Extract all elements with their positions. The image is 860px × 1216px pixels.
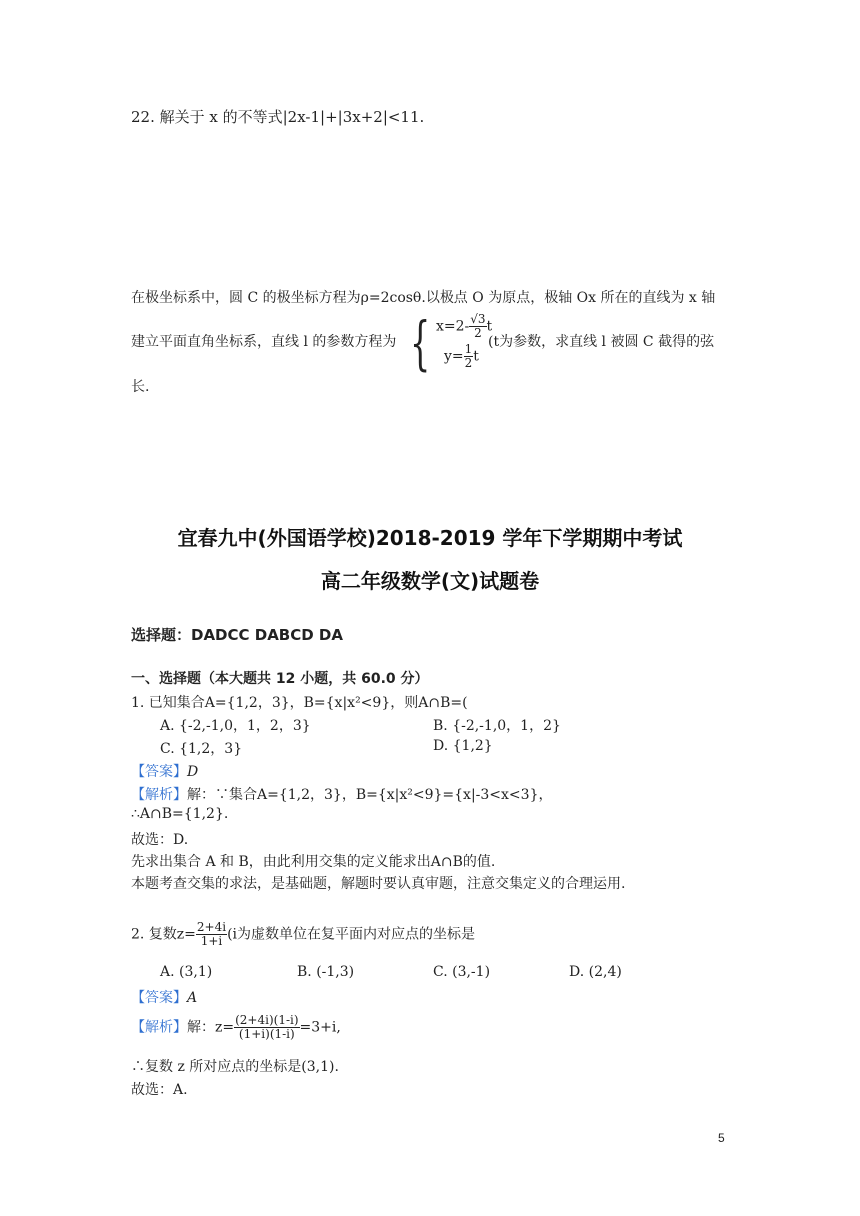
analysis-tag: 【解析】 [131, 1019, 187, 1036]
question-1-analysis-3: 故选：D. [131, 832, 189, 848]
question-2-option-d: D. (2,4) [569, 964, 622, 980]
question-2-analysis-3: 故选：A. [131, 1082, 188, 1098]
exam-subtitle: 高二年级数学(文)试题卷 [320, 569, 540, 593]
section-header: 一、选择题（本大题共 12 小题，共 60.0 分） [131, 671, 429, 687]
question-2-analysis-2: ∴复数 z 所对应点的坐标是(3,1). [131, 1059, 339, 1075]
question-2-option-a: A. (3,1) [160, 964, 213, 980]
parametric-y-equation: y= $\frac{1}{2}$ t [444, 342, 479, 370]
question-1-analysis-5: 本题考查交集的求法，是基础题，解题时要认真审题，注意交集定义的合理运用. [131, 876, 626, 892]
parametric-x-equation: x=2- $\frac{√3}{2}$ t [436, 312, 493, 340]
question-1-stem: 1. 已知集合A={1,2，3}，B={x|x²<9}，则A∩B=( [131, 695, 468, 711]
polar-problem-line3: 长. [131, 379, 150, 395]
exam-title: 宜春九中(外国语学校)2018-2019 学年下学期期中考试 [177, 526, 683, 550]
polar-problem-line2-prefix: 建立平面直角坐标系，直线 l 的参数方程为 [131, 334, 397, 350]
question-1-option-b: B. {-2,-1,0，1，2} [433, 718, 561, 734]
answer-tag: 【答案】 [131, 764, 187, 780]
equation-brace: { [410, 309, 431, 377]
question-2-option-b: B. (-1,3) [297, 964, 355, 980]
choice-answer-key: 选择题：DADCC DABCD DA [131, 626, 343, 644]
analysis-tag: 【解析】 [131, 787, 187, 803]
question-1-answer: 【答案】D [131, 764, 199, 780]
polar-problem-line2-suffix: (t为参数，求直线 l 被圆 C 截得的弦 [488, 334, 715, 350]
question-2-option-c: C. (3,-1) [433, 964, 491, 980]
question-1-option-a: A. {-2,-1,0，1，2，3} [160, 718, 311, 734]
question-22: 22. 解关于 x 的不等式|2x-1|+|3x+2|<11. [131, 108, 425, 126]
answer-tag: 【答案】 [131, 990, 187, 1006]
question-1-analysis-4: 先求出集合 A 和 B，由此利用交集的定义能求出A∩B的值. [131, 854, 496, 870]
question-1-option-d: D. {1,2} [433, 738, 493, 754]
question-2-analysis-1: 【解析】解：z= $\frac{(2+4i)(1-i)}{(1+i)(1-i)}$ =3+i, [131, 1013, 341, 1041]
page-number: 5 [718, 1131, 725, 1145]
question-2-stem: 2. 复数z= $\frac{2+4i}{1+i}$ (i为虚数单位在复平面内对应点的坐标是 [131, 920, 476, 948]
question-1-analysis-2: ∴A∩B={1,2}. [131, 806, 229, 822]
question-1-analysis-1: 【解析】解：∵集合A={1,2，3}，B={x|x²<9}={x|-3<x<3}， [131, 787, 553, 803]
question-2-answer: 【答案】A [131, 990, 198, 1006]
question-1-option-c: C. {1,2，3} [160, 741, 243, 757]
polar-problem-line1: 在极坐标系中，圆 C 的极坐标方程为ρ=2cosθ.以极点 O 为原点，极轴 Ox 所在的直线为 x 轴 [131, 290, 716, 306]
